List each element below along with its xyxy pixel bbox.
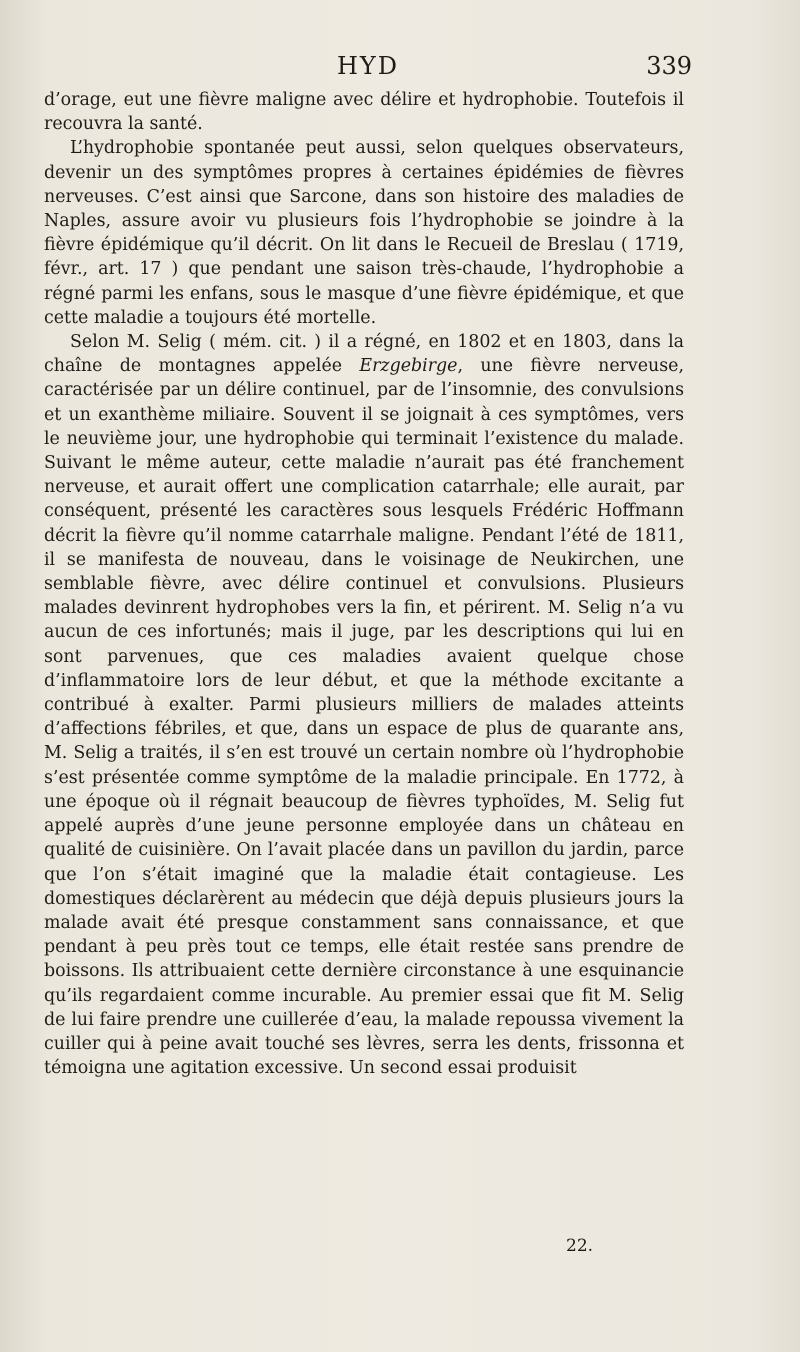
page-header <box>44 52 692 88</box>
paragraph-3 <box>44 330 684 1080</box>
paragraph-3-start: Selon M. Selig ( mém. cit. ) il a régné, en 1802 et en 1803, dans la chaîne de montagnes appelée <box>44 332 684 377</box>
place-name-erzgebirge: Erzgebirge <box>359 356 458 377</box>
signature-mark: 22. <box>566 1236 594 1256</box>
paragraph-2: L’hydrophobie spontanée peut aussi, selon quelques observateurs, devenir un des symptômes propres à certaines épidémies de fièvres nerveuses. C’est ainsi que Sarcone, dans son histoire des maladies de Naples, assure avoir vu plusieurs fois l’hydrophobie se joindre à la fièvre épidémique qu’il décrit. On lit dans le Recueil de Breslau ( 1719, févr., art. 17 ) que pendant une saison très-chaude, l’hydrophobie a régné parmi les enfans, sous le masque d’une fièvre épidémique, et que cette maladie a toujours été mortelle. <box>44 138 684 328</box>
page-number: 339 <box>646 52 692 80</box>
paragraph-3-rest: , une fièvre nerveuse, caractérisée par un délire continuel, par de l’insomnie, des convulsions et un exanthème miliaire. Souvent il se joignait à ces symptômes, vers le neuvième jour, une hydrophobie qui terminait l’existence du malade. Suivant le même auteur, cette maladie n’aurait pas été franchement nerveuse, et aurait offert une complication catarrhale; elle aurait, par conséquent, présenté les caractères sous lesquels Frédéric Hoffmann décrit la fièvre qu’il nomme catarrhale maligne. Pendant l’été de 1811, il se manifesta de nouveau, dans le voisinage de Neukirchen, une semblable fièvre, avec délire continuel et convulsions. Plusieurs malades devinrent hydrophobes vers la fin, et périrent. M. Selig n’a vu aucun de ces infortunés; mais il juge, par les descriptions qui lui en sont parvenues, que ces maladies avaient quelque chose d’inflammatoire lors de leur début, et que la méthode excitante a contribué à exalter. Parmi plusieurs milliers de malades atteints d’affections fébriles, et que, dans un espace de plus de quarante ans, M. Selig a traités, il s’en est trouvé un certain nombre où l’hydrophobie s’est présentée comme symptôme de la maladie principale. En 1772, à une époque où il régnait beaucoup de fièvres typhoïdes, M. Selig fut appelé auprès d’une jeune personne employée dans un château en qualité de cuisinière. On l’avait placée dans un pavillon du jardin, parce que l’on s’était imaginé que la maladie était contagieuse. Les domestiques déclarèrent au médecin que déjà depuis plusieurs jours la malade avait été presque constamment sans connaissance, et que pendant à peu près tout ce temps, elle était restée sans prendre de boissons. Ils attribuaient cette dernière circonstance à une esquinancie qu’ils regardaient comme incurable. Au premier essai que fit M. Selig de lui faire prendre une cuillerée d’eau, la malade repoussa vivement la cuiller qui à peine avait touché ses lèvres, serra les dents, frissonna et témoigna une agitation excessive. Un second essai produisit <box>44 356 684 1079</box>
paragraph-1: d’orage, eut une fièvre maligne avec délire et hydrophobie. Toutefois il recouvra la santé. <box>44 90 684 135</box>
running-title: HYD <box>336 52 399 80</box>
body-text <box>44 88 684 1080</box>
